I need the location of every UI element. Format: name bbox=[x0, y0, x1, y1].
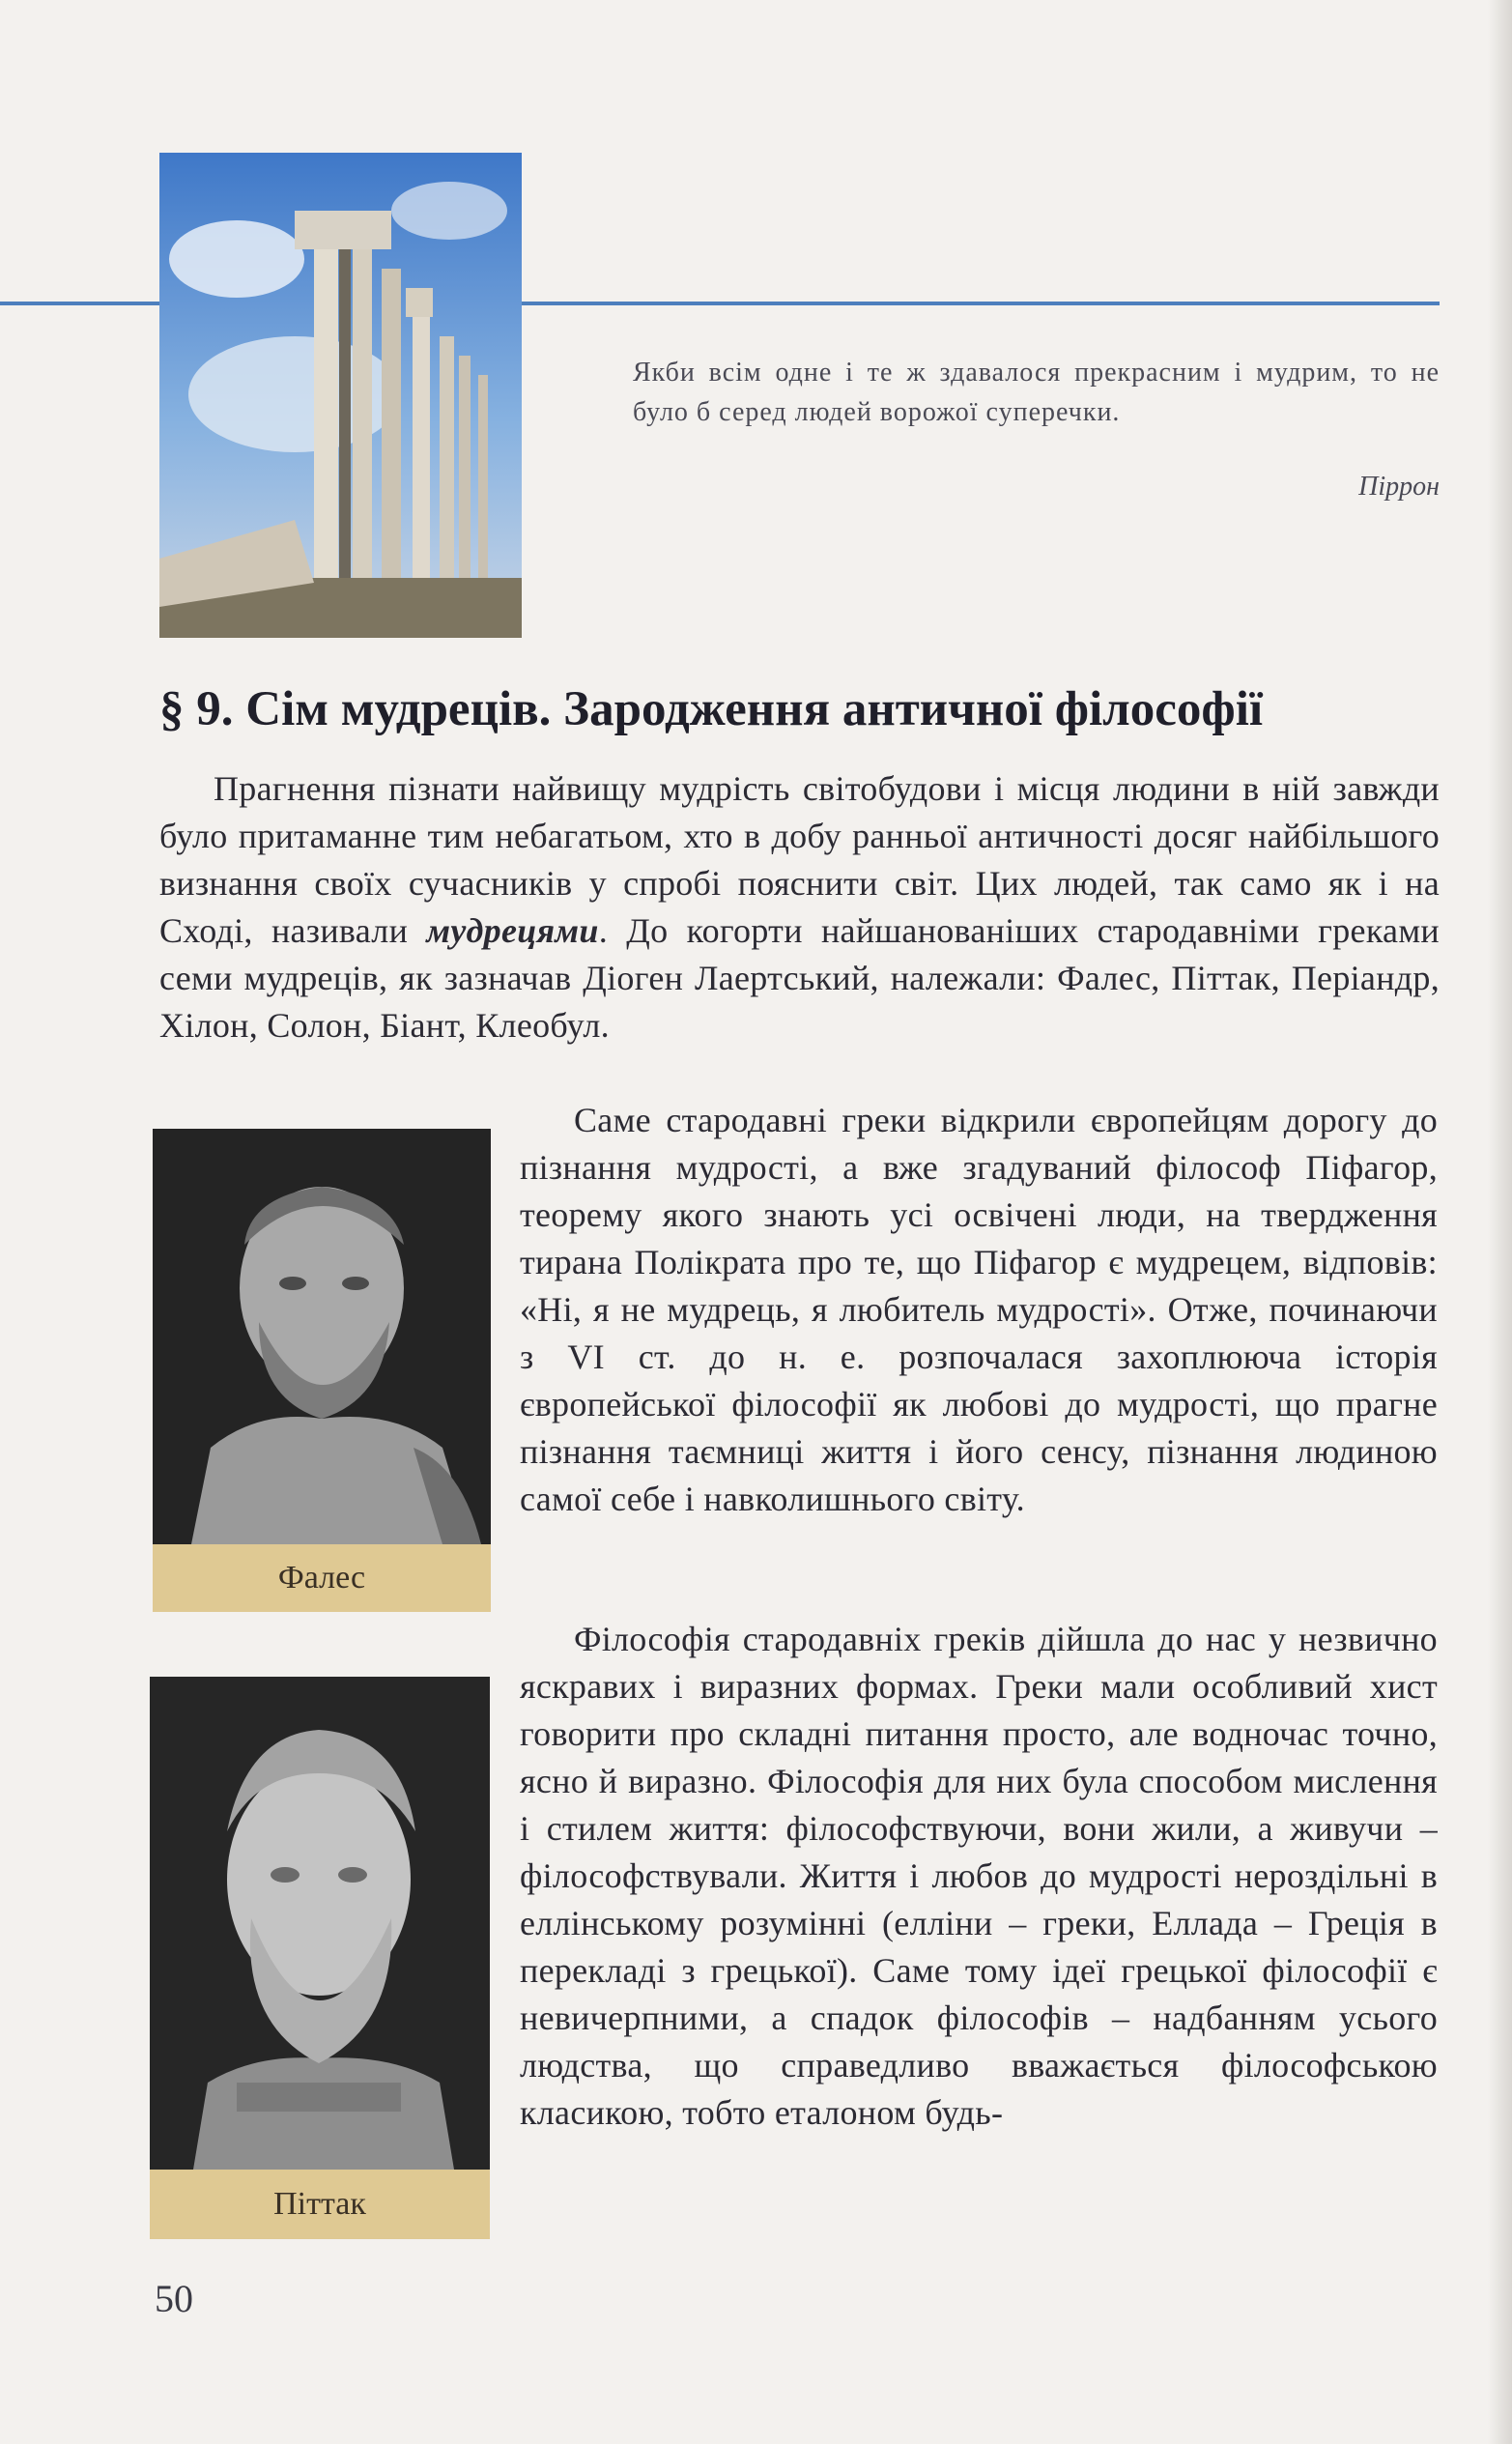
pittacus-bust-photo bbox=[150, 1677, 490, 2170]
paragraph-2 bbox=[520, 1097, 1438, 1523]
paragraph-3-text: Філософія стародавніх греків дійшла до нас у незвично яскравих і виразних формах. Греки мали особливий хист говорити про складні питання просто, але водночас точно, ясно й виразно. Філософія для них була способом мислення і стилем життя: філософствуючи, вони жили, а живучи – філософствували. Життя і любов до мудрості нероздільні в еллінському розумінні (елліни – греки, Еллада – Греція в перекладі з грецької). Саме тому ідеї грецької філософії є невичерпними, а спадок філософів – надбанням усього людства, що справедливо вважається філософською класикою, тобто еталоном будь- bbox=[520, 1620, 1438, 2132]
paragraph-1-text-end: . До когорти найшанованіших стародавніми греками семи мудреців, як зазначав Діоген Лаертський, належали: Фалес, Піттак, Періандр, Хілон, Солон, Біант, Клеобул. bbox=[159, 911, 1440, 1045]
ruins-photo bbox=[159, 153, 522, 638]
epigraph-author: Піррон bbox=[1358, 472, 1440, 502]
epigraph-quote: Якби всім одне і те ж здавалося прекрасним і мудрим, то не було б серед людей ворожої суперечки. bbox=[633, 358, 1440, 427]
page-number: 50 bbox=[155, 2277, 193, 2320]
section-heading: § 9. Сім мудреців. Зародження античної філософії bbox=[159, 682, 1264, 736]
paragraph-1 bbox=[159, 765, 1440, 1049]
paragraph-3 bbox=[520, 1616, 1438, 2137]
paragraph-1-text-start: Прагнення пізнати найвищу мудрість світобудови і місця людини в ній завжди було притаманне тим небагатьом, хто в добу ранньої античності досяг найбільшого визнання своїх сучасників у спробі пояснити світ. Цих людей, так само як і на Сході, називали bbox=[159, 769, 1440, 950]
thales-bust-photo bbox=[153, 1129, 491, 1544]
keyword-sages: мудрецями bbox=[426, 911, 599, 950]
paragraph-2-text: Саме стародавні греки відкрили європейцям дорогу до пізнання мудрості, а вже згадуваний філософ Піфагор, теорему якого знають усі освічені люди, на твердження тирана Полікрата про те, що Піфагор є мудрецем, відповів: «Ні, я не мудрець, я любитель мудрості». Отже, починаючи з VI ст. до н. е. розпочалася захоплююча історія європейської філософії як любові до мудрості, що прагне пізнання таємниці життя і його сенсу, пізнання людиною самої себе і навколишнього світу. bbox=[520, 1101, 1438, 1518]
page-edge-shadow bbox=[1488, 0, 1512, 2444]
thales-caption: Фалес bbox=[153, 1544, 491, 1612]
pittacus-caption: Піттак bbox=[150, 2170, 490, 2239]
